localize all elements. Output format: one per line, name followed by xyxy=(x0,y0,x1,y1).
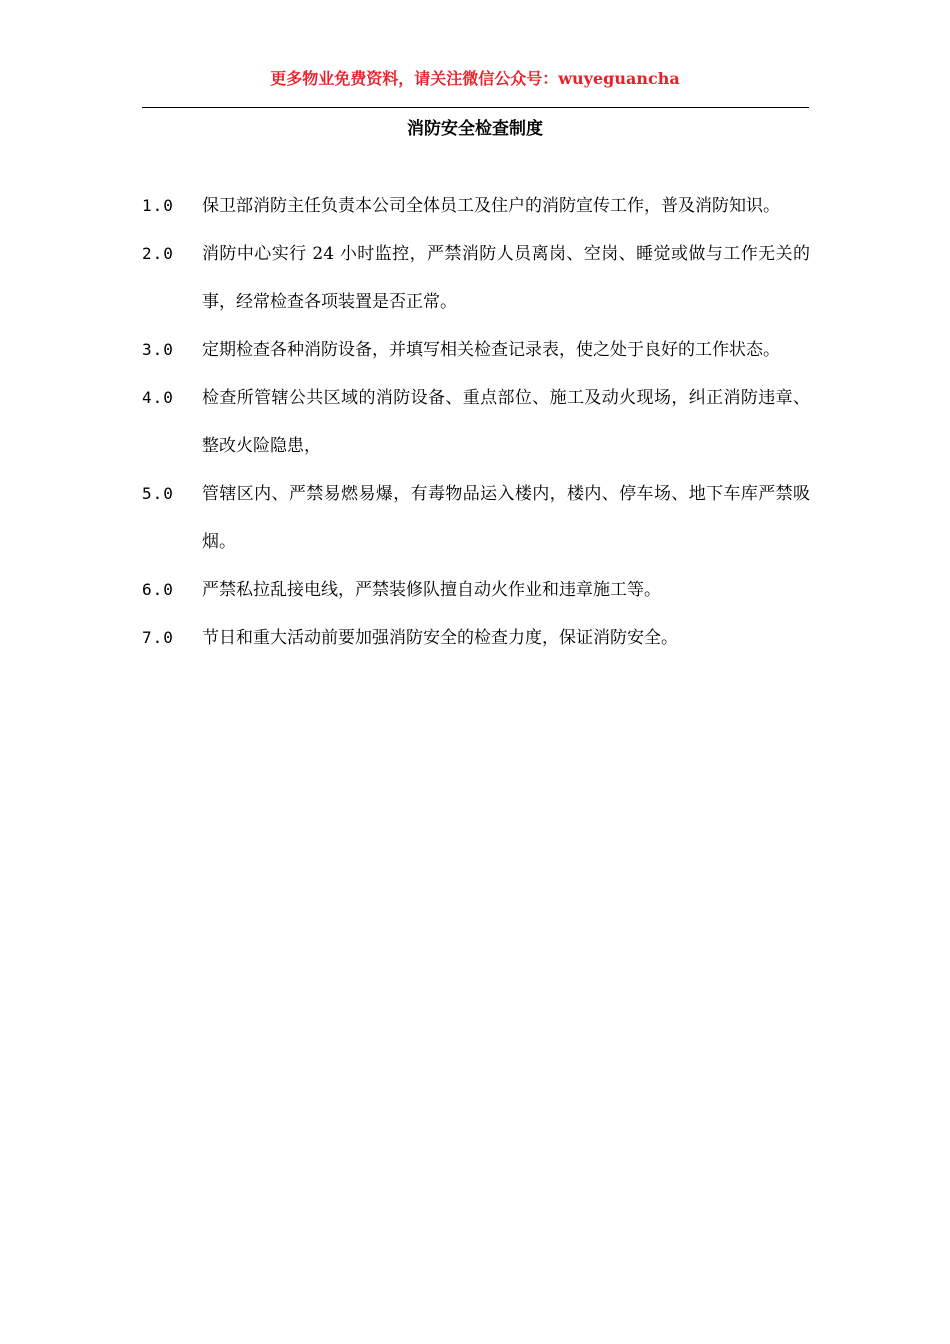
header-divider xyxy=(142,107,809,108)
item-text: 保卫部消防主任负责本公司全体员工及住户的消防宣传工作，普及消防知识。 xyxy=(202,196,780,216)
regulation-item-7 xyxy=(142,614,810,662)
item-number: 3.0 xyxy=(142,340,174,359)
item-number: 4.0 xyxy=(142,388,174,407)
item-text: 检查所管辖公共区域的消防设备、重点部位、施工及动火现场，纠正消防违章、整改火险隐患， xyxy=(202,388,810,456)
regulation-item-1 xyxy=(142,182,810,230)
item-number: 7.0 xyxy=(142,628,174,647)
item-text: 严禁私拉乱接电线，严禁装修队擅自动火作业和违章施工等。 xyxy=(202,580,661,600)
promo-header-text: 更多物业免费资料，请关注微信公众号：wuyeguancha xyxy=(270,69,680,88)
item-text: 节日和重大活动前要加强消防安全的检查力度，保证消防安全。 xyxy=(202,628,678,648)
regulation-item-4 xyxy=(142,374,810,470)
regulation-item-5 xyxy=(142,470,810,566)
item-text: 消防中心实行 24 小时监控，严禁消防人员离岗、空岗、睡觉或做与工作无关的事，经常检查各项装置是否正常。 xyxy=(202,244,810,312)
item-text: 管辖区内、严禁易燃易爆，有毒物品运入楼内，楼内、停车场、地下车库严禁吸烟。 xyxy=(202,484,810,552)
item-number: 5.0 xyxy=(142,484,174,503)
regulation-item-3 xyxy=(142,326,810,374)
item-number: 6.0 xyxy=(142,580,174,599)
item-number: 2.0 xyxy=(142,244,174,263)
regulation-item-2 xyxy=(142,230,810,326)
document-title: 消防安全检查制度 xyxy=(407,119,543,139)
regulation-item-6 xyxy=(142,566,810,614)
item-number: 1.0 xyxy=(142,196,174,215)
regulation-list xyxy=(142,182,810,662)
item-text: 定期检查各种消防设备，并填写相关检查记录表，使之处于良好的工作状态。 xyxy=(202,340,780,360)
